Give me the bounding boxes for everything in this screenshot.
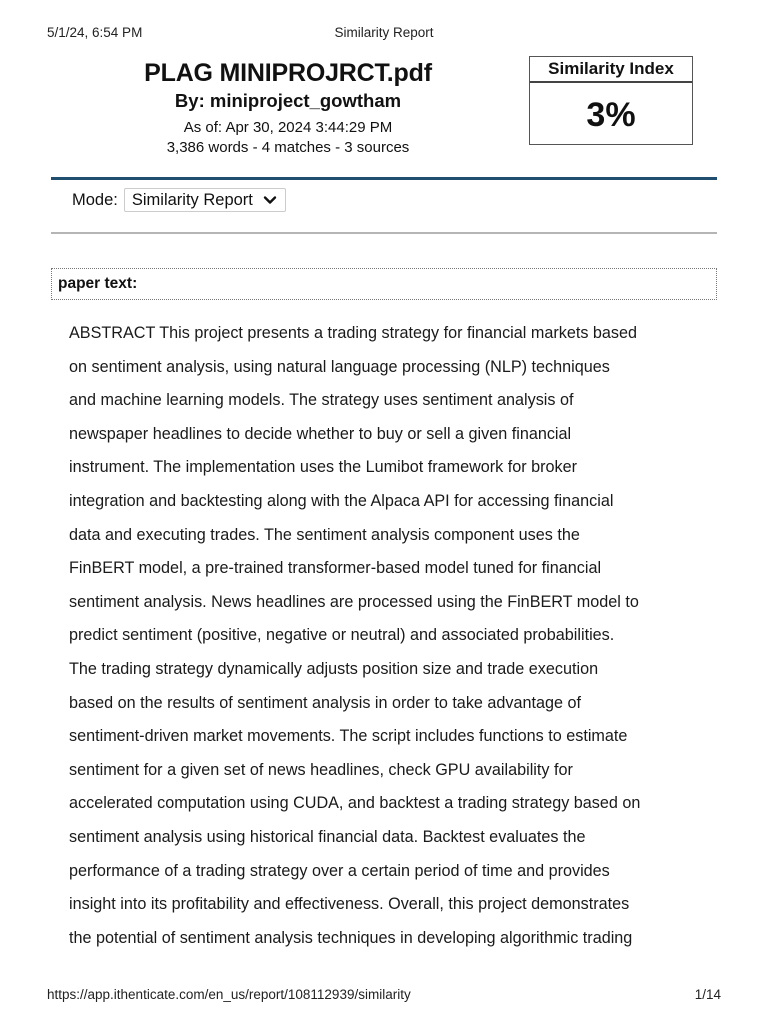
paper-line: accelerated computation using CUDA, and backtest a trading strategy based on — [69, 794, 641, 813]
mode-divider — [51, 232, 717, 234]
paper-line: integration and backtesting along with the Alpaca API for accessing financial — [69, 491, 614, 510]
paper-line: The trading strategy dynamically adjusts position size and trade execution — [69, 659, 599, 678]
paper-line: data and executing trades. The sentiment analysis component uses the — [69, 525, 580, 544]
print-title: Similarity Report — [334, 25, 434, 40]
chevron-down-icon — [263, 193, 277, 207]
paper-line: ABSTRACT This project presents a trading strategy for financial markets based — [69, 324, 638, 342]
similarity-index-value: 3% — [586, 96, 636, 134]
paper-line: based on the results of sentiment analysis in order to take advantage of — [69, 693, 582, 712]
mode-label: Mode: — [72, 190, 118, 209]
paper-text-body — [69, 317, 709, 955]
paper-line: instrument. The implementation uses the Lumibot framework for broker — [69, 458, 578, 477]
paper-line: insight into its profitability and effectiveness. Overall, this project demonstrates — [69, 895, 630, 914]
mode-row — [72, 188, 286, 212]
paper-line: FinBERT model, a pre-trained transformer-based model tuned for financial — [69, 559, 602, 578]
print-header — [47, 25, 721, 43]
paper-line: sentiment analysis using historical financial data. Backtest evaluates the — [69, 827, 586, 846]
document-header — [90, 58, 486, 157]
paper-line: sentiment-driven market movements. The script includes functions to estimate — [69, 727, 628, 746]
document-date: As of: Apr 30, 2024 3:44:29 PM — [183, 119, 393, 136]
document-stats: 3,386 words - 4 matches - 3 sources — [166, 139, 410, 156]
page-number: 1/14 — [694, 987, 721, 1002]
mode-select[interactable] — [124, 188, 286, 212]
print-datetime: 5/1/24, 6:54 PM — [47, 25, 143, 40]
similarity-index-box — [529, 56, 693, 145]
document-author: By: miniproject_gowtham — [174, 90, 402, 111]
mode-select-value: Similarity Report — [131, 190, 253, 209]
paper-line: the potential of sentiment analysis techniques in developing algorithmic trading — [69, 928, 633, 947]
paper-line: performance of a trading strategy over a certain period of time and provides — [69, 861, 610, 880]
similarity-index-label: Similarity Index — [530, 57, 692, 83]
paper-line: and machine learning models. The strategy uses sentiment analysis of — [69, 391, 574, 410]
footer-url[interactable]: https://app.ithenticate.com/en_us/report/108112939/similarity — [47, 987, 411, 1002]
paper-text-label: paper text: — [51, 268, 717, 300]
paper-line: sentiment for a given set of news headlines, check GPU availability for — [69, 760, 573, 779]
header-divider — [51, 177, 717, 180]
paper-line: sentiment analysis. News headlines are processed using the FinBERT model to — [69, 592, 639, 611]
paper-line: predict sentiment (positive, negative or neutral) and associated probabilities. — [69, 626, 615, 645]
paper-line: on sentiment analysis, using natural language processing (NLP) techniques — [69, 357, 610, 376]
document-filename: PLAG MINIPROJRCT.pdf — [144, 59, 432, 87]
paper-line: newspaper headlines to decide whether to buy or sell a given financial — [69, 424, 572, 443]
